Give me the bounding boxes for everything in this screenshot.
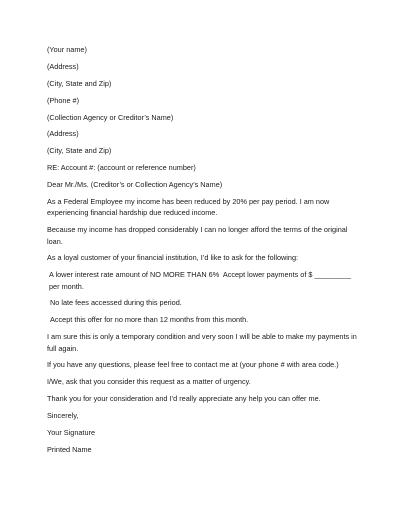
closing-valediction: Sincerely, — [47, 411, 79, 421]
recipient-address: (Address) — [47, 129, 79, 139]
paragraph-request-term: Accept this offer for no more than 12 months from this month. — [50, 315, 249, 325]
subject-line: RE: Account #: (account or reference number) — [47, 163, 196, 173]
paragraph-contact: If you have any questions, please feel free to contact me at (your phone # with area code.) — [47, 360, 339, 370]
paragraph-intro: As a Federal Employee my income has been reduced by 20% per pay period. I am now experiencing financial hardship due reduced income. — [47, 197, 332, 218]
paragraph-urgency: I/We, ask that you consider this request as a matter of urgency. — [47, 377, 251, 387]
closing-signature: Your Signature — [47, 428, 96, 437]
paragraph-request-fees: No late fees accessed during this period. — [50, 298, 182, 308]
sender-address: (Address) — [47, 61, 79, 71]
closing-printed-name: Printed Name — [47, 444, 92, 454]
sender-city-state-zip: (City, State and Zip) — [47, 78, 112, 88]
paragraph-temporary: I am sure this is only a temporary condition and very soon I will be able to make my payments in full again. — [47, 332, 359, 353]
paragraph-thanks: Thank you for your consideration and I’d really appreciate any help you can offer me. — [47, 394, 321, 404]
paragraph-request-rate: A lower interest rate amount of NO MORE THAN 6% Accept lower payments of $ _________ per month. — [49, 270, 354, 291]
recipient-city-state-zip: (City, State and Zip) — [47, 146, 112, 156]
sender-phone: (Phone #) — [47, 95, 80, 105]
letter-body — [47, 44, 359, 455]
recipient-name: (Collection Agency or Creditor’s Name) — [47, 112, 174, 122]
paragraph-reason: Because my income has dropped considerably I can no longer afford the terms of the original loan. — [47, 225, 350, 246]
paragraph-request-lead: As a loyal customer of your financial institution, I’d like to ask for the following: — [47, 253, 299, 263]
sender-name: (Your name) — [47, 45, 87, 54]
salutation: Dear Mr./Ms. (Creditor’s or Collection Agency’s Name) — [47, 180, 223, 190]
